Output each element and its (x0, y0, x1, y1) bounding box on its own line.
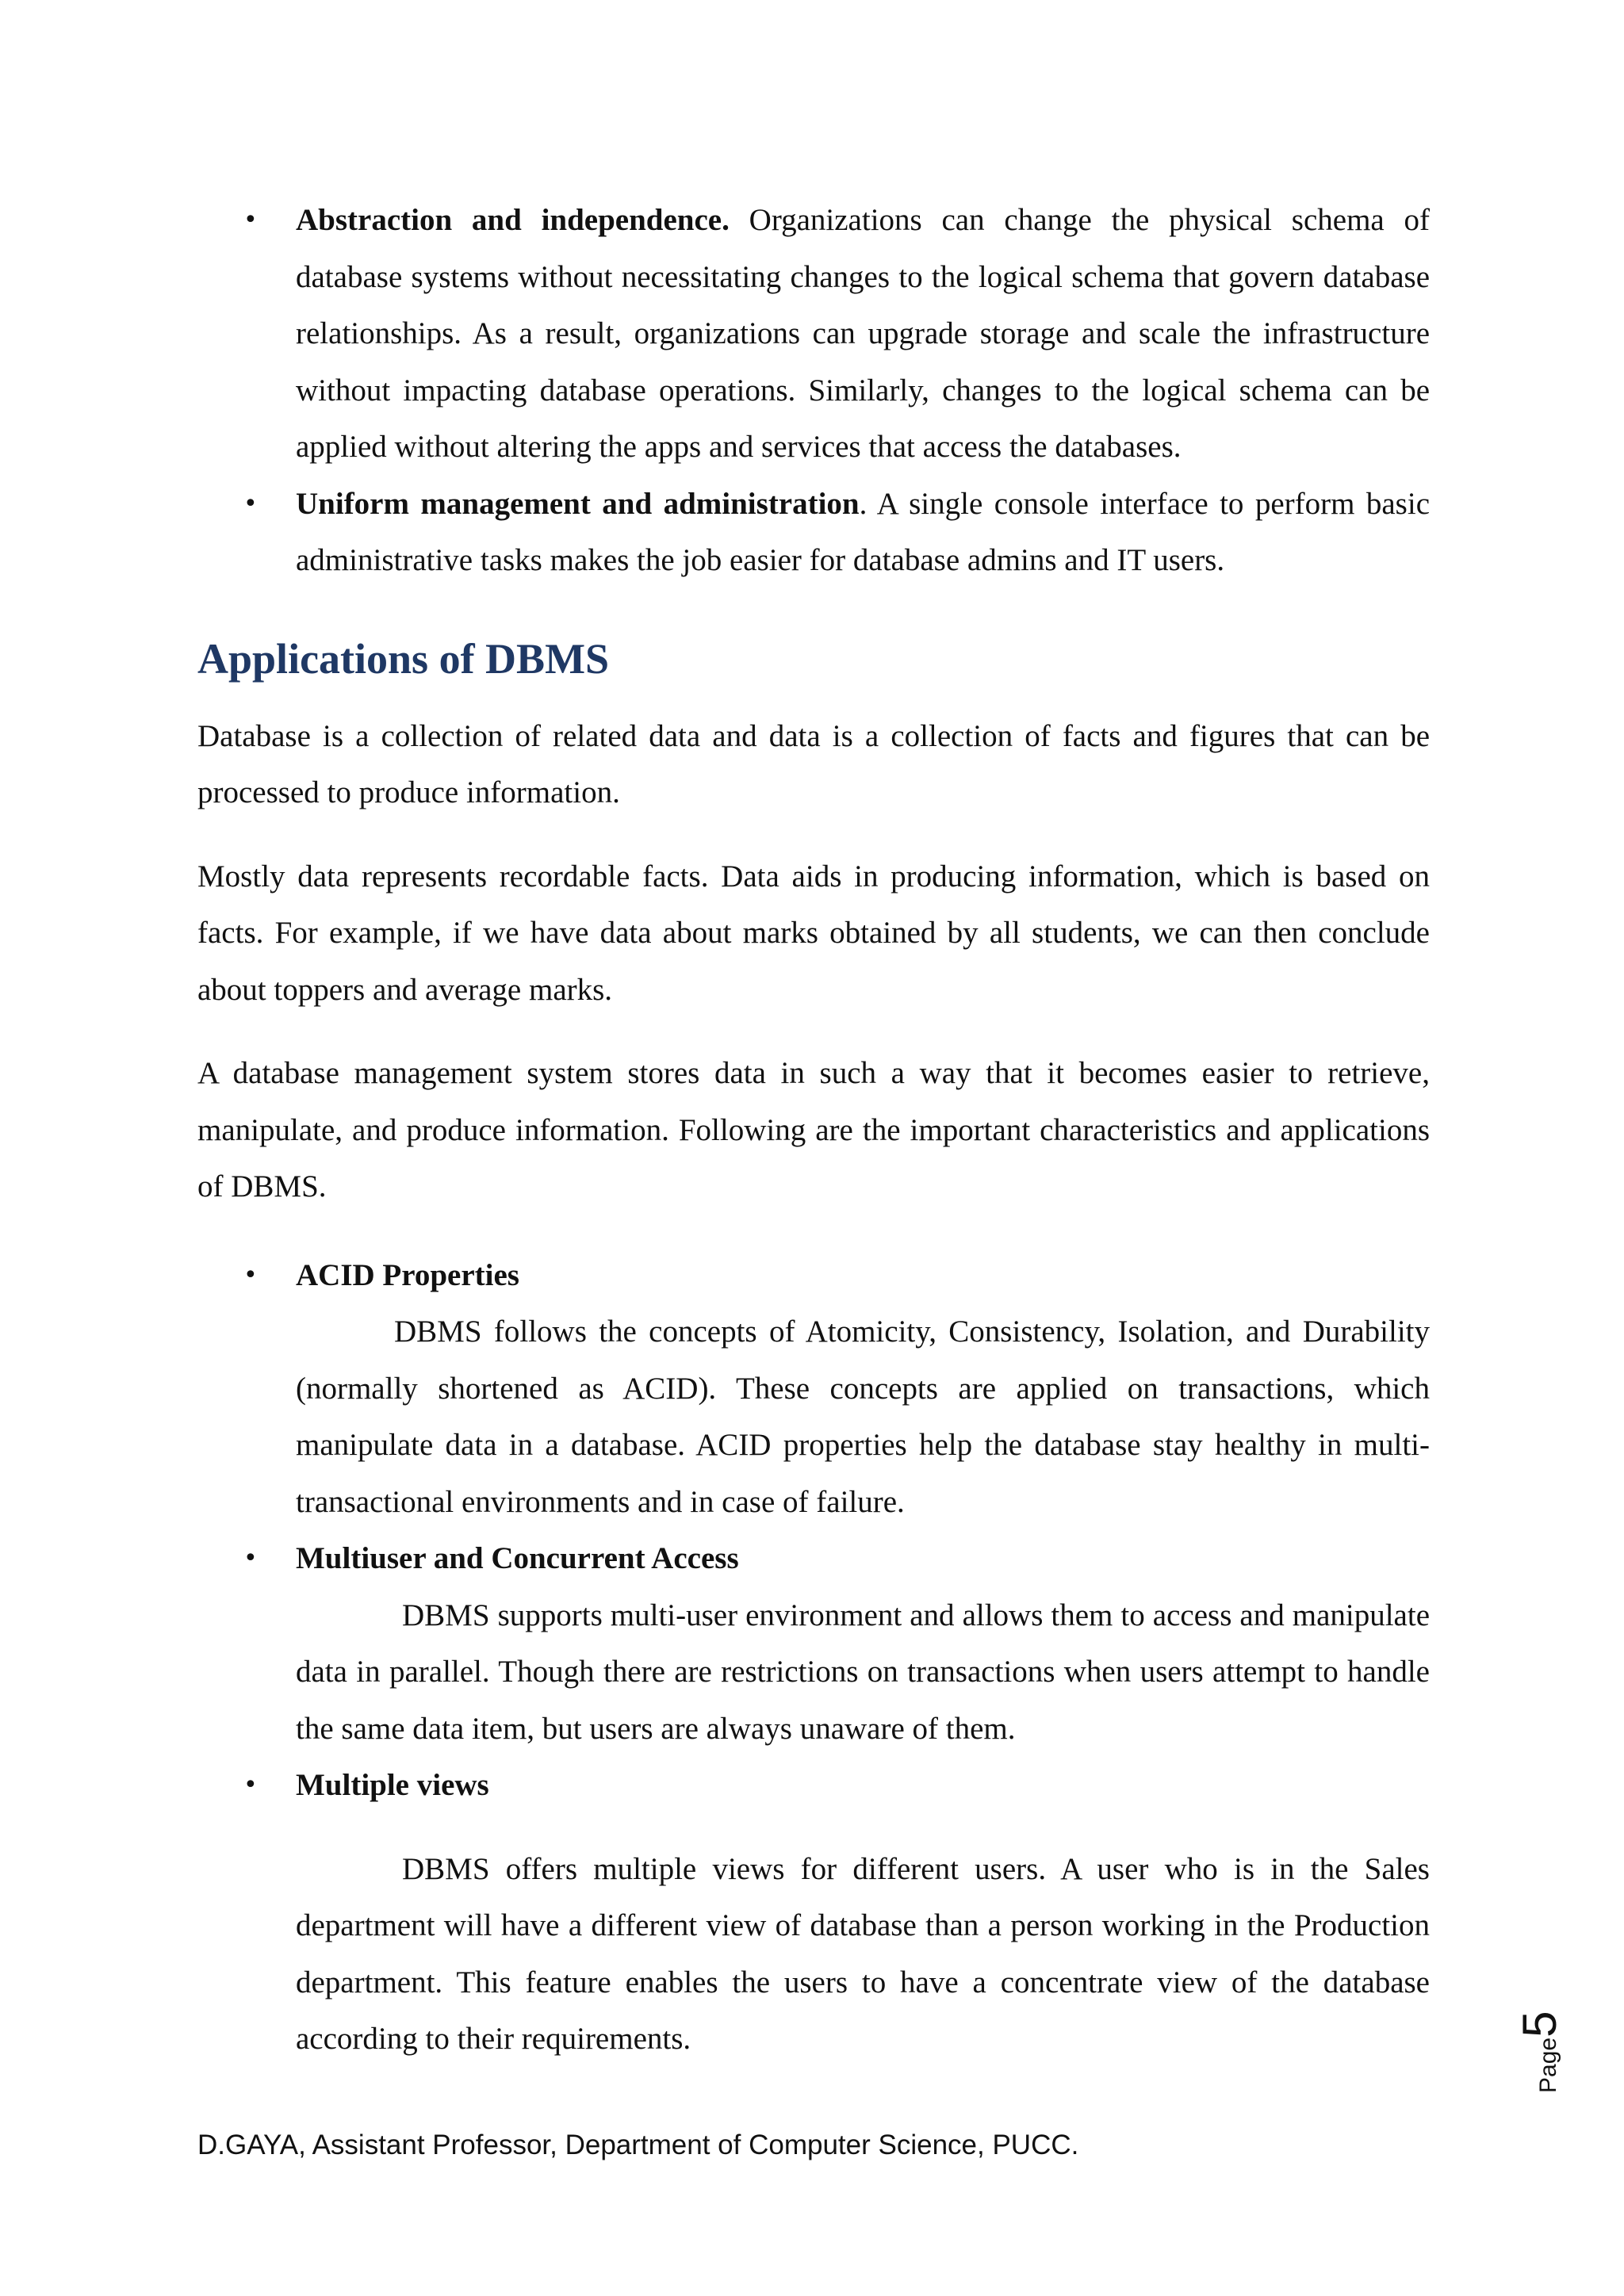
bullet-text: . A single console interface to perform basic administrative tasks makes the job easier for database admins and IT users. (296, 486, 1431, 577)
bullet-title: • ACID Properties (296, 1257, 519, 1292)
bullet-body: DBMS follows the concepts of Atomicity, Consistency, Isolation, and Durability (normally shortened as ACID). These concepts are applied on transactions, which manipulate data in a database. ACID properties help the database stay healthy in multi-transactional environments and in case of failure. (296, 1314, 1430, 1519)
paragraph: Mostly data represents recordable facts. Data aids in producing information, which is based on facts. For example, if we have data about marks obtained by all students, we can then conclude about toppers and average marks. (197, 859, 1430, 1007)
paragraph: A database management system stores data in such a way that it becomes easier to retrieve, manipulate, and produce information. Following are the important characteristics and applications of DBMS. (197, 1056, 1430, 1203)
page-content (197, 192, 1430, 2068)
bullet-acid (197, 1247, 1430, 1531)
bullet-body: DBMS supports multi-user environment and allows them to access and manipulate data in parallel. Though there are restrictions on transactions when users attempt to handle the same data item, but users are always unaware of them. (296, 1598, 1430, 1746)
bullet-body: DBMS offers multiple views for different users. A user who is in the Sales department will have a different view of database than a person working in the Production department. This feature enables the users to have a concentrate view of the database according to their requirements. (296, 1851, 1430, 2056)
bullet-multiuser (197, 1530, 1430, 1757)
characteristics-list (197, 1247, 1430, 2068)
page-footer: D.GAYA, Assistant Professor, Department of Computer Science, PUCC. (197, 2130, 1079, 2160)
bullet-lead: Abstraction and independence. (296, 203, 730, 237)
bullet-lead: Uniform management and administration (296, 486, 860, 521)
page-number: 5 (1513, 2011, 1566, 2038)
bullet-abstraction (197, 192, 1430, 476)
page-label: Page (1535, 2037, 1561, 2093)
page-number-marker (1513, 2006, 1580, 2093)
feature-bullet-list (197, 192, 1430, 589)
bullet-title: • Multiuser and Concurrent Access (296, 1541, 739, 1575)
bullet-text: Organizations can change the physical schema of database systems without necessitating changes to the logical schema that govern database relationships. As a result, organizations can upgrade storage and scale the infrastructure without impacting database operations. Similarly, changes to the logical schema can be applied without altering the apps and services that access the databases. (296, 203, 1430, 464)
bullet-title: • Multiple views (296, 1768, 489, 1802)
bullet-uniform-management (197, 476, 1430, 589)
bullet-multiple-views (197, 1757, 1430, 2068)
section-heading: Applications of DBMS (197, 634, 610, 683)
paragraph: Database is a collection of related data and data is a collection of facts and figures that can be processed to produce information. (197, 718, 1430, 809)
